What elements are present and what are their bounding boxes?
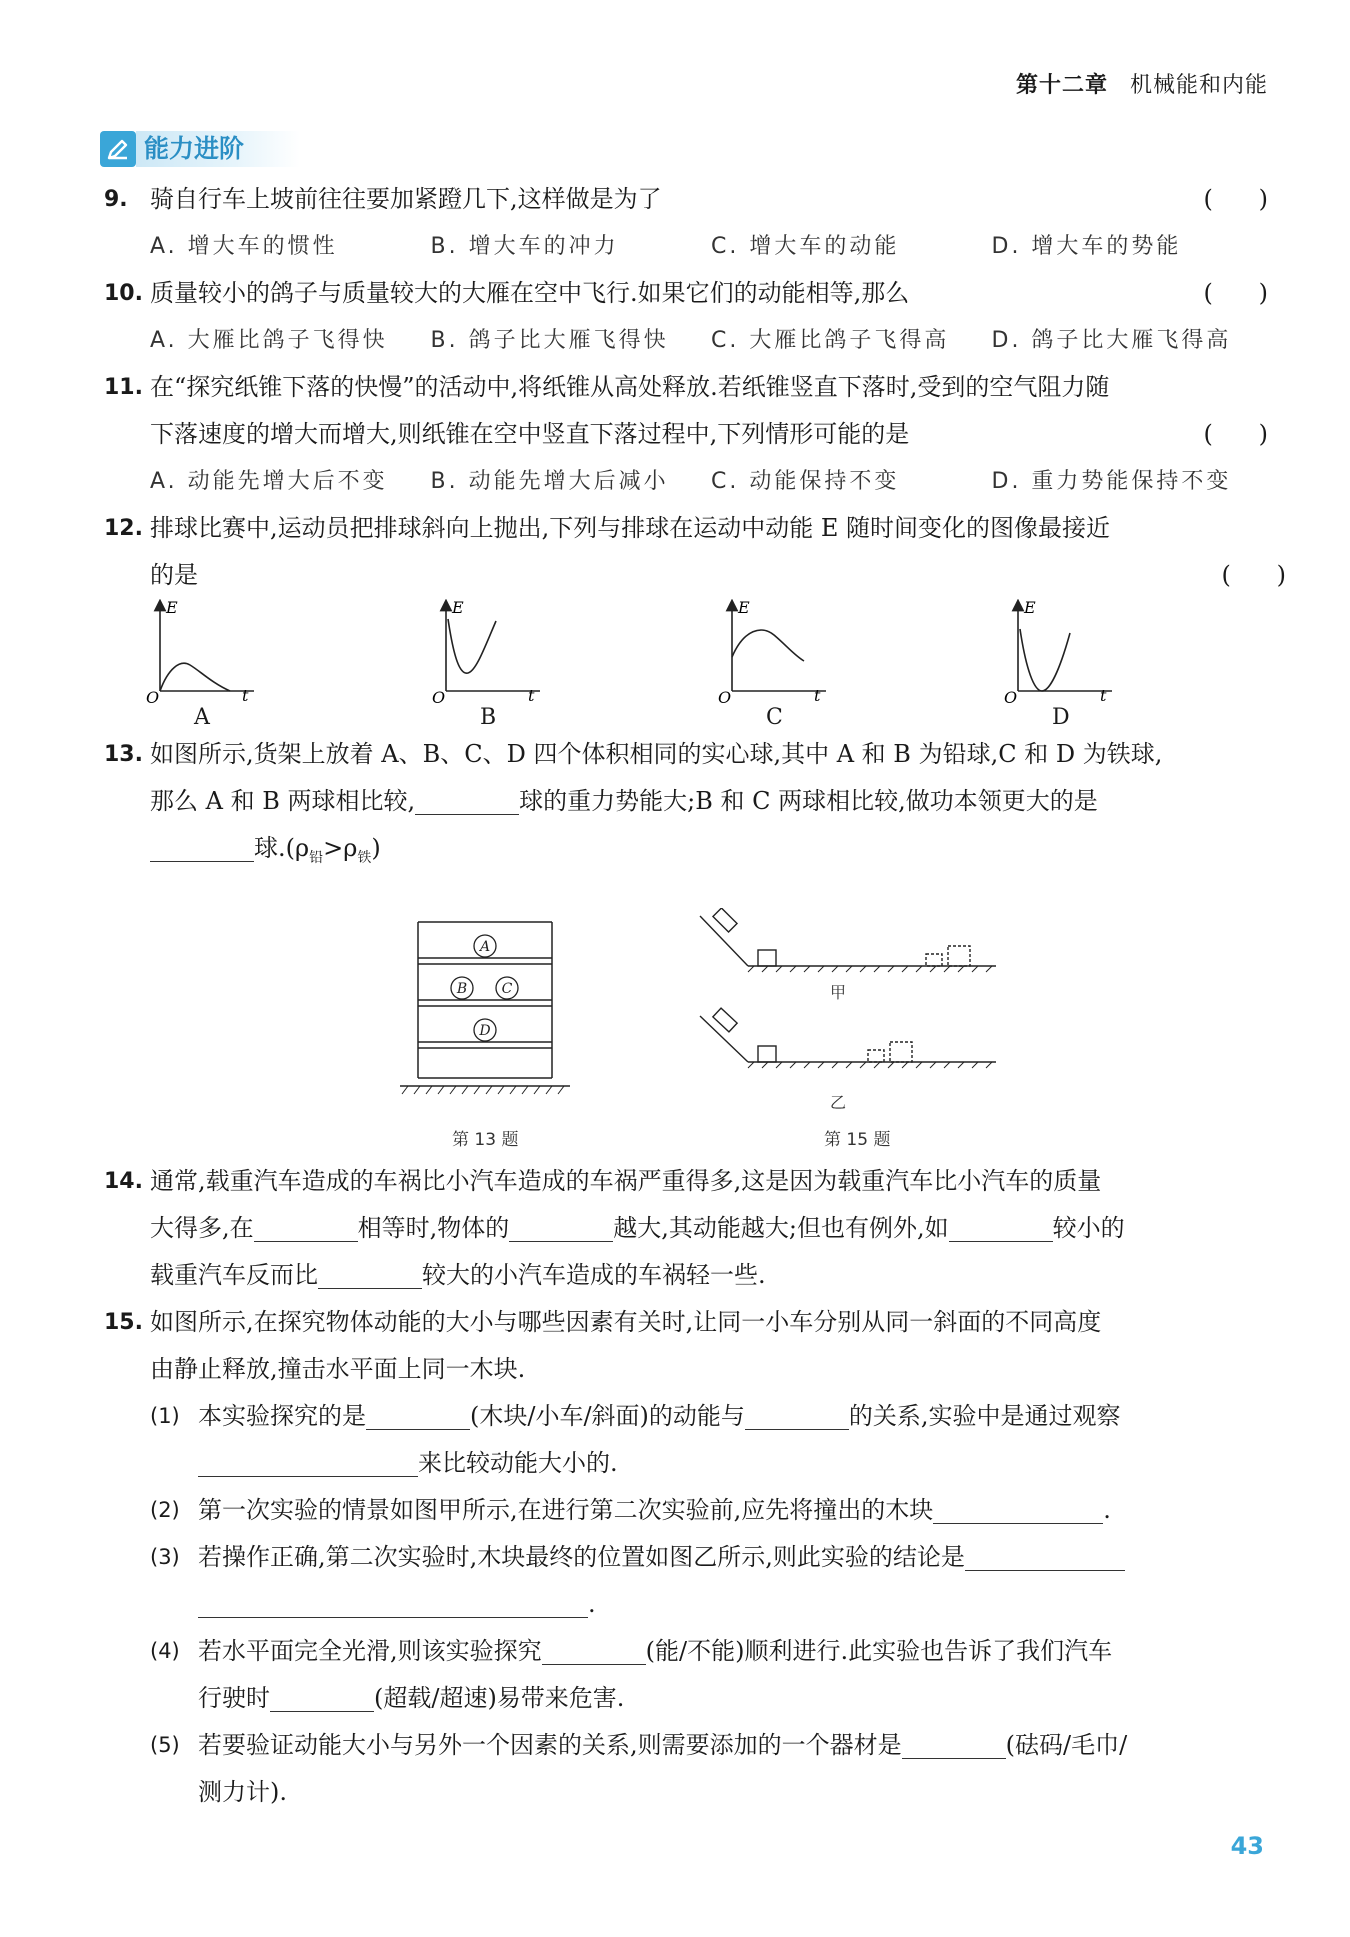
option-c[interactable]: C. 大雁比鸽子飞得高 — [711, 328, 950, 353]
graph-b[interactable] — [432, 599, 718, 731]
graph-label: D — [1052, 705, 1070, 730]
question-stem-line-2: 下落速度的增大而增大,则纸锥在空中竖直下落过程中,下列情形可能的是 — [150, 420, 910, 448]
question-number: 14. — [104, 1168, 143, 1194]
option-d[interactable]: D. 鸽子比大雁飞得高 — [991, 328, 1232, 353]
axis-y-label: E — [452, 599, 464, 617]
answer-bracket[interactable]: ( ) — [1221, 561, 1286, 589]
question-number: 12. — [104, 516, 143, 541]
question-line-3: 球$.(\rho_铅>\rho_铁)$ — [150, 825, 1272, 882]
chapter-title: 机械能和内能 — [1129, 73, 1268, 98]
graph-label: B — [480, 705, 497, 730]
blank-5[interactable] — [965, 1540, 1125, 1571]
question-stem-line-2: 的是 — [150, 561, 198, 589]
options — [150, 223, 1272, 270]
question-stem-line-1: 在“探究纸锥下落的快慢”的活动中,将纸锥从高处释放.若纸锥竖直下落时,受到的空气阻力随 — [150, 373, 1110, 401]
axis-x-label: t — [528, 686, 535, 703]
figures-row — [104, 882, 1272, 1158]
axis-x-label: t — [1100, 686, 1107, 703]
energy-graphs — [146, 599, 1290, 731]
blank-4[interactable] — [933, 1493, 1103, 1524]
option-a[interactable]: A. 大雁比鸽子飞得快 — [150, 328, 388, 353]
page-number: 43 — [1230, 1832, 1264, 1860]
exercise-content — [104, 176, 1286, 1816]
blank-5-cont[interactable] — [198, 1587, 588, 1618]
label-jia: 甲 — [830, 982, 847, 1002]
graph-d[interactable] — [1004, 599, 1290, 731]
question-number: 10. — [104, 281, 143, 306]
section-heading — [100, 128, 300, 170]
caption-13: 第 13 题 — [452, 1129, 519, 1150]
option-c[interactable]: C. 增大车的动能 — [711, 234, 900, 259]
question-stem: 质量较小的鸽子与质量较大的大雁在空中飞行.如果它们的动能相等,那么 — [150, 279, 910, 307]
question-13 — [104, 731, 1272, 882]
caption-15: 第 15 题 — [824, 1129, 891, 1150]
blank-1[interactable] — [366, 1399, 470, 1430]
origin-label: O — [1004, 688, 1018, 703]
option-b[interactable]: B. 增大车的冲力 — [430, 234, 619, 259]
blank-1[interactable] — [415, 784, 519, 815]
question-9 — [104, 176, 1272, 270]
question-number: 15. — [104, 1309, 143, 1335]
options — [150, 458, 1272, 505]
sub-question-4: (4) 若水平面完全光滑,则该实验探究 (能/不能)顺利进行.此实验也告诉了我们汽车 行驶时 (超载/超速)易带来危害. — [150, 1628, 1272, 1722]
question-stem: 骑自行车上坡前往往要加紧蹬几下,这样做是为了 — [150, 185, 662, 213]
option-a[interactable]: A. 增大车的惯性 — [150, 234, 338, 259]
blank-2[interactable] — [509, 1211, 613, 1242]
option-a[interactable]: A. 动能先增大后不变 — [150, 469, 388, 494]
ball-c-label: C — [501, 980, 513, 997]
graph-label: A — [194, 705, 210, 730]
option-c[interactable]: C. 动能保持不变 — [711, 469, 900, 494]
answer-bracket[interactable]: ( ) — [1203, 279, 1268, 307]
ramp-figure — [696, 908, 1006, 1144]
question-number: 11. — [104, 375, 143, 400]
question-14 — [104, 1158, 1272, 1299]
question-line-2: 大得多,在 相等时,物体的 越大,其动能越大;但也有例外,如 较小的 — [150, 1205, 1272, 1252]
options — [150, 317, 1272, 364]
axis-y-label: E — [738, 599, 750, 617]
option-b[interactable]: B. 鸽子比大雁飞得快 — [430, 328, 669, 353]
question-line-3: 载重汽车反而比 较大的小汽车造成的车祸轻一些. — [150, 1252, 1272, 1299]
sub-question-3: (3) 若操作正确,第二次实验时,木块最终的位置如图乙所示,则此实验的结论是 . — [150, 1534, 1272, 1628]
question-stem-line-1: 排球比赛中,运动员把排球斜向上抛出,下列与排球在运动中动能 E 随时间变化的图像最接近 — [150, 514, 1111, 542]
origin-label: O — [718, 688, 732, 703]
axis-x-label: t — [242, 686, 249, 703]
label-yi: 乙 — [830, 1092, 847, 1112]
answer-bracket[interactable]: ( ) — [1203, 185, 1268, 213]
axis-x-label: t — [814, 686, 821, 703]
blank-7[interactable] — [270, 1681, 374, 1712]
question-line-1: 如图所示,在探究物体动能的大小与哪些因素有关时,让同一小车分别从同一斜面的不同高度 — [150, 1307, 1102, 1336]
question-line-1: 如图所示,货架上放着 A、B、C、D 四个体积相同的实心球,其中 A 和 B 为铅球,C 和 D 为铁球, — [150, 740, 1163, 768]
question-11 — [104, 364, 1272, 505]
question-line-2: 那么 A 和 B 两球相比较, 球的重力势能大;B 和 C 两球相比较,做功本领更大的是 — [150, 778, 1272, 825]
axis-y-label: E — [1024, 599, 1036, 617]
blank-8[interactable] — [902, 1728, 1006, 1759]
question-line-1: 通常,载重汽车造成的车祸比小汽车造成的车祸严重得多,这是因为载重汽车比小汽车的质量 — [150, 1166, 1102, 1195]
origin-label: O — [432, 688, 446, 703]
question-number: 9. — [104, 187, 128, 212]
curve-d — [1020, 629, 1070, 691]
question-10 — [104, 270, 1272, 364]
shelf-figure — [400, 916, 570, 1096]
blank-2[interactable] — [745, 1399, 849, 1430]
pencil-icon — [100, 131, 136, 167]
blank-2[interactable] — [150, 831, 254, 862]
question-number: 13. — [104, 742, 143, 767]
blank-4[interactable] — [318, 1258, 422, 1289]
question-15 — [104, 1299, 1272, 1816]
option-d[interactable]: D. 重力势能保持不变 — [991, 469, 1232, 494]
graph-c[interactable] — [718, 599, 1004, 731]
origin-label: O — [146, 688, 160, 703]
chapter-number: 第十二章 — [1015, 73, 1108, 98]
curve-c — [732, 630, 804, 661]
answer-bracket[interactable]: ( ) — [1203, 420, 1268, 448]
blank-3[interactable] — [949, 1211, 1053, 1242]
axis-y-label: E — [166, 599, 178, 617]
graph-a[interactable] — [146, 599, 432, 731]
ball-a-label: A — [479, 938, 491, 955]
option-b[interactable]: B. 动能先增大后减小 — [430, 469, 669, 494]
blank-1[interactable] — [254, 1211, 358, 1242]
sub-question-1: (1) 本实验探究的是 (木块/小车/斜面)的动能与 的关系,实验中是通过观察 来比较动能大小的. — [150, 1393, 1272, 1487]
page-header — [1016, 68, 1268, 99]
graph-label: C — [766, 705, 783, 730]
option-d[interactable]: D. 增大车的势能 — [991, 234, 1182, 259]
curve-a — [160, 663, 230, 691]
curve-b — [448, 619, 496, 673]
section-title: 能力进阶 — [136, 131, 300, 167]
ball-b-label: B — [456, 980, 468, 997]
ball-d-label: D — [479, 1022, 491, 1039]
blank-6[interactable] — [542, 1634, 646, 1665]
question-12 — [104, 505, 1286, 731]
sub-question-2: (2) 第一次实验的情景如图甲所示,在进行第二次实验前,应先将撞出的木块 . — [150, 1487, 1272, 1534]
sub-question-5: (5) 若要验证动能大小与另外一个因素的关系,则需要添加的一个器材是 (砝码/毛巾/ 测力计). — [150, 1722, 1272, 1816]
blank-3[interactable] — [198, 1446, 418, 1477]
question-line-2: 由静止释放,撞击水平面上同一木块. — [150, 1354, 526, 1383]
